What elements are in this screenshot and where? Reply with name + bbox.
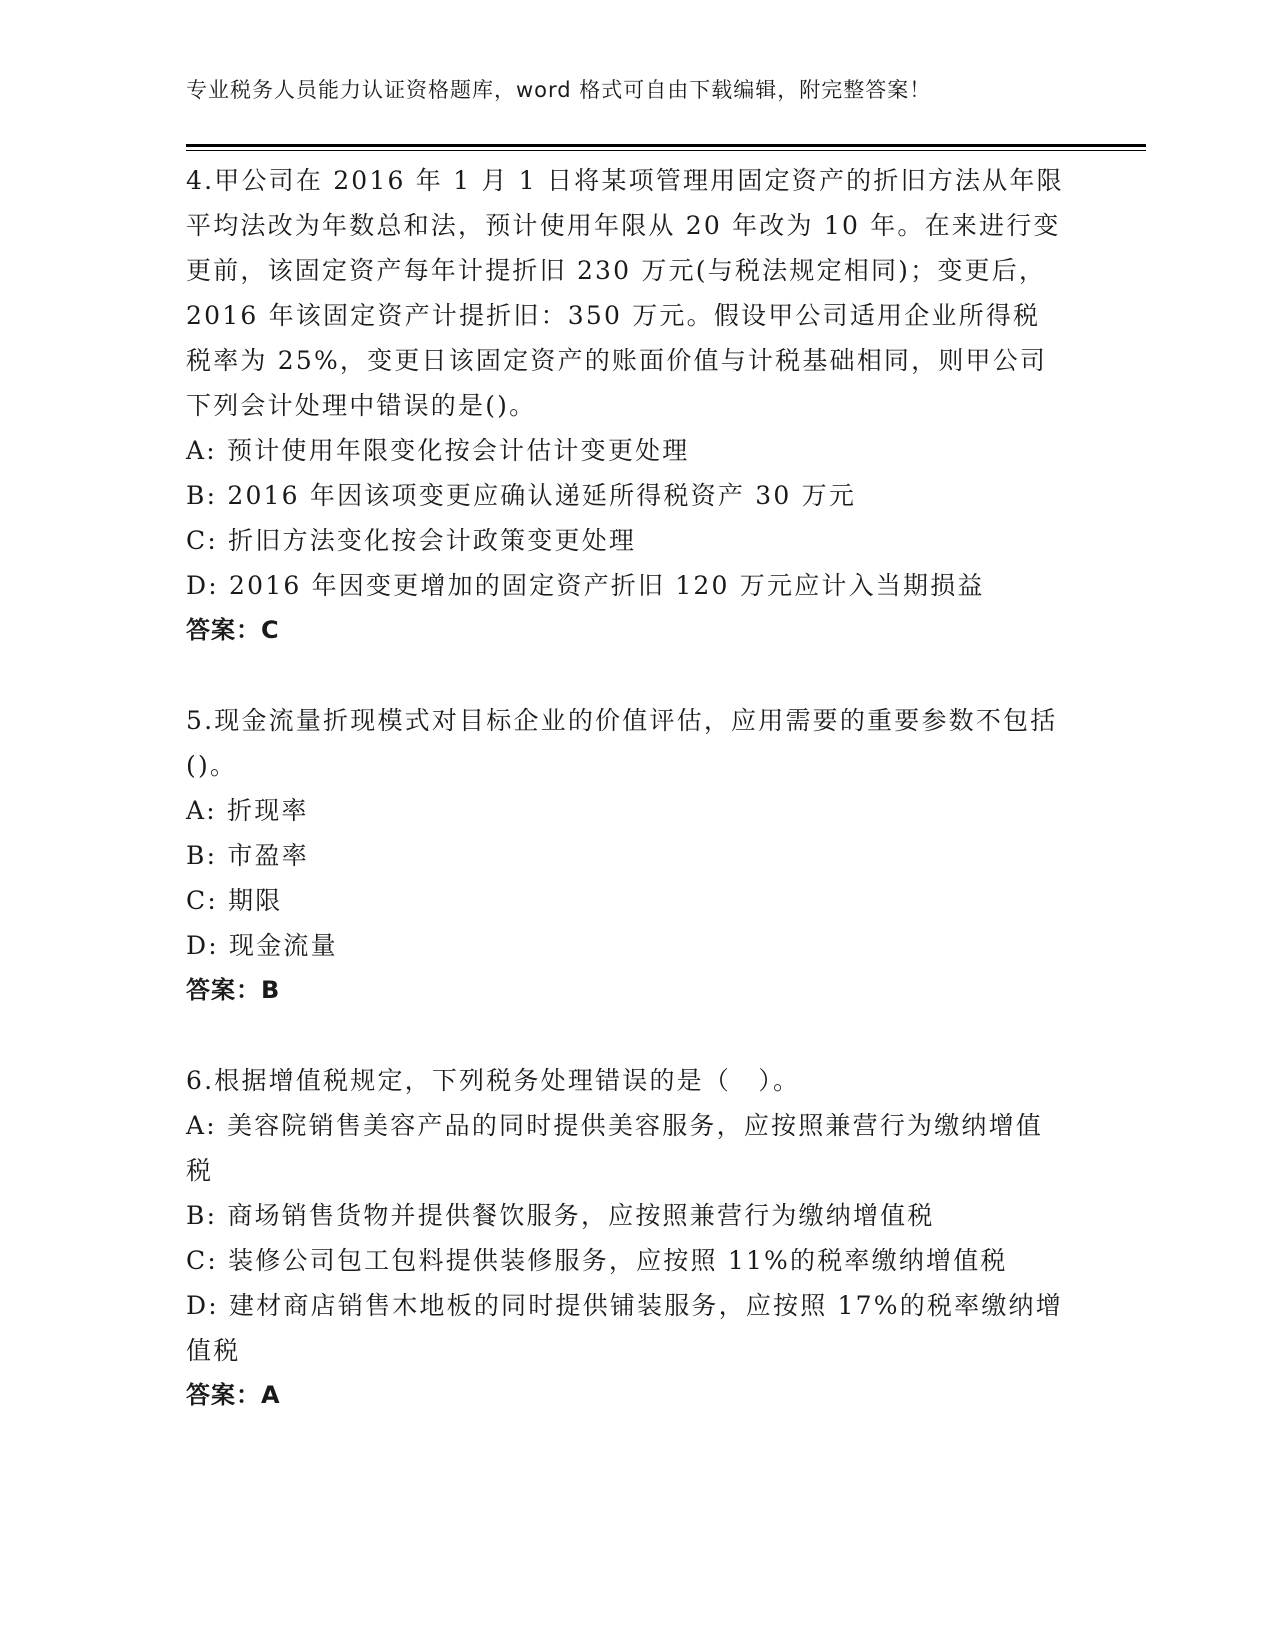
option-b: B: 2016 年因该项变更应确认递延所得税资产 30 万元	[186, 481, 857, 510]
option-b: B: 商场销售货物并提供餐饮服务，应按照兼营行为缴纳增值税	[186, 1201, 935, 1230]
question-stem: 6.根据增值税规定，下列税务处理错误的是（ ）。	[186, 1066, 801, 1095]
option-c: C: 装修公司包工包料提供装修服务，应按照 11%的税率缴纳增值税	[186, 1246, 1008, 1275]
question-list	[186, 158, 1066, 1418]
option-d: D: 建材商店销售木地板的同时提供铺装服务，应按照 17%的税率缴纳增值税	[186, 1291, 1063, 1365]
question-gap	[186, 653, 1066, 698]
option-d: D: 现金流量	[186, 931, 338, 960]
question-stem: 4.甲公司在 2016 年 1 月 1 日将某项管理用固定资产的折旧方法从年限平均法改为年数总和法，预计使用年限从 20 年改为 10 年。在来进行变更前，该固定资产每年计提折旧 230 万元(与税法规定相同)；变更后，2016 年该固定资产计提折旧：350 万元。假设甲公司适用企业所得税税率为 25%，变更日该固定资产的账面价值与计税基础相同，则甲公司下列会计处理中错误的是()。	[186, 166, 1064, 420]
option-a: A: 折现率	[186, 796, 309, 825]
question-4	[186, 158, 1066, 653]
option-b: B: 市盈率	[186, 841, 309, 870]
option-a: A: 美容院销售美容产品的同时提供美容服务，应按照兼营行为缴纳增值税	[186, 1111, 1044, 1185]
question-gap	[186, 1013, 1066, 1058]
answer-label: 答案：C	[186, 616, 280, 644]
question-6	[186, 1058, 1066, 1418]
answer-label: 答案：B	[186, 976, 281, 1004]
option-a: A: 预计使用年限变化按会计估计变更处理	[186, 436, 690, 465]
option-c: C: 期限	[186, 886, 283, 915]
answer-label: 答案：A	[186, 1381, 281, 1409]
question-5	[186, 698, 1066, 1013]
option-c: C: 折旧方法变化按会计政策变更处理	[186, 526, 637, 555]
header-rule-thick	[186, 144, 1146, 147]
header-rule-thin	[186, 150, 1146, 151]
option-d: D: 2016 年因变更增加的固定资产折旧 120 万元应计入当期损益	[186, 571, 985, 600]
question-stem: 5.现金流量折现模式对目标企业的价值评估，应用需要的重要参数不包括()。	[186, 706, 1058, 780]
page-header: 专业税务人员能力认证资格题库，word 格式可自由下载编辑，附完整答案！	[186, 78, 932, 102]
